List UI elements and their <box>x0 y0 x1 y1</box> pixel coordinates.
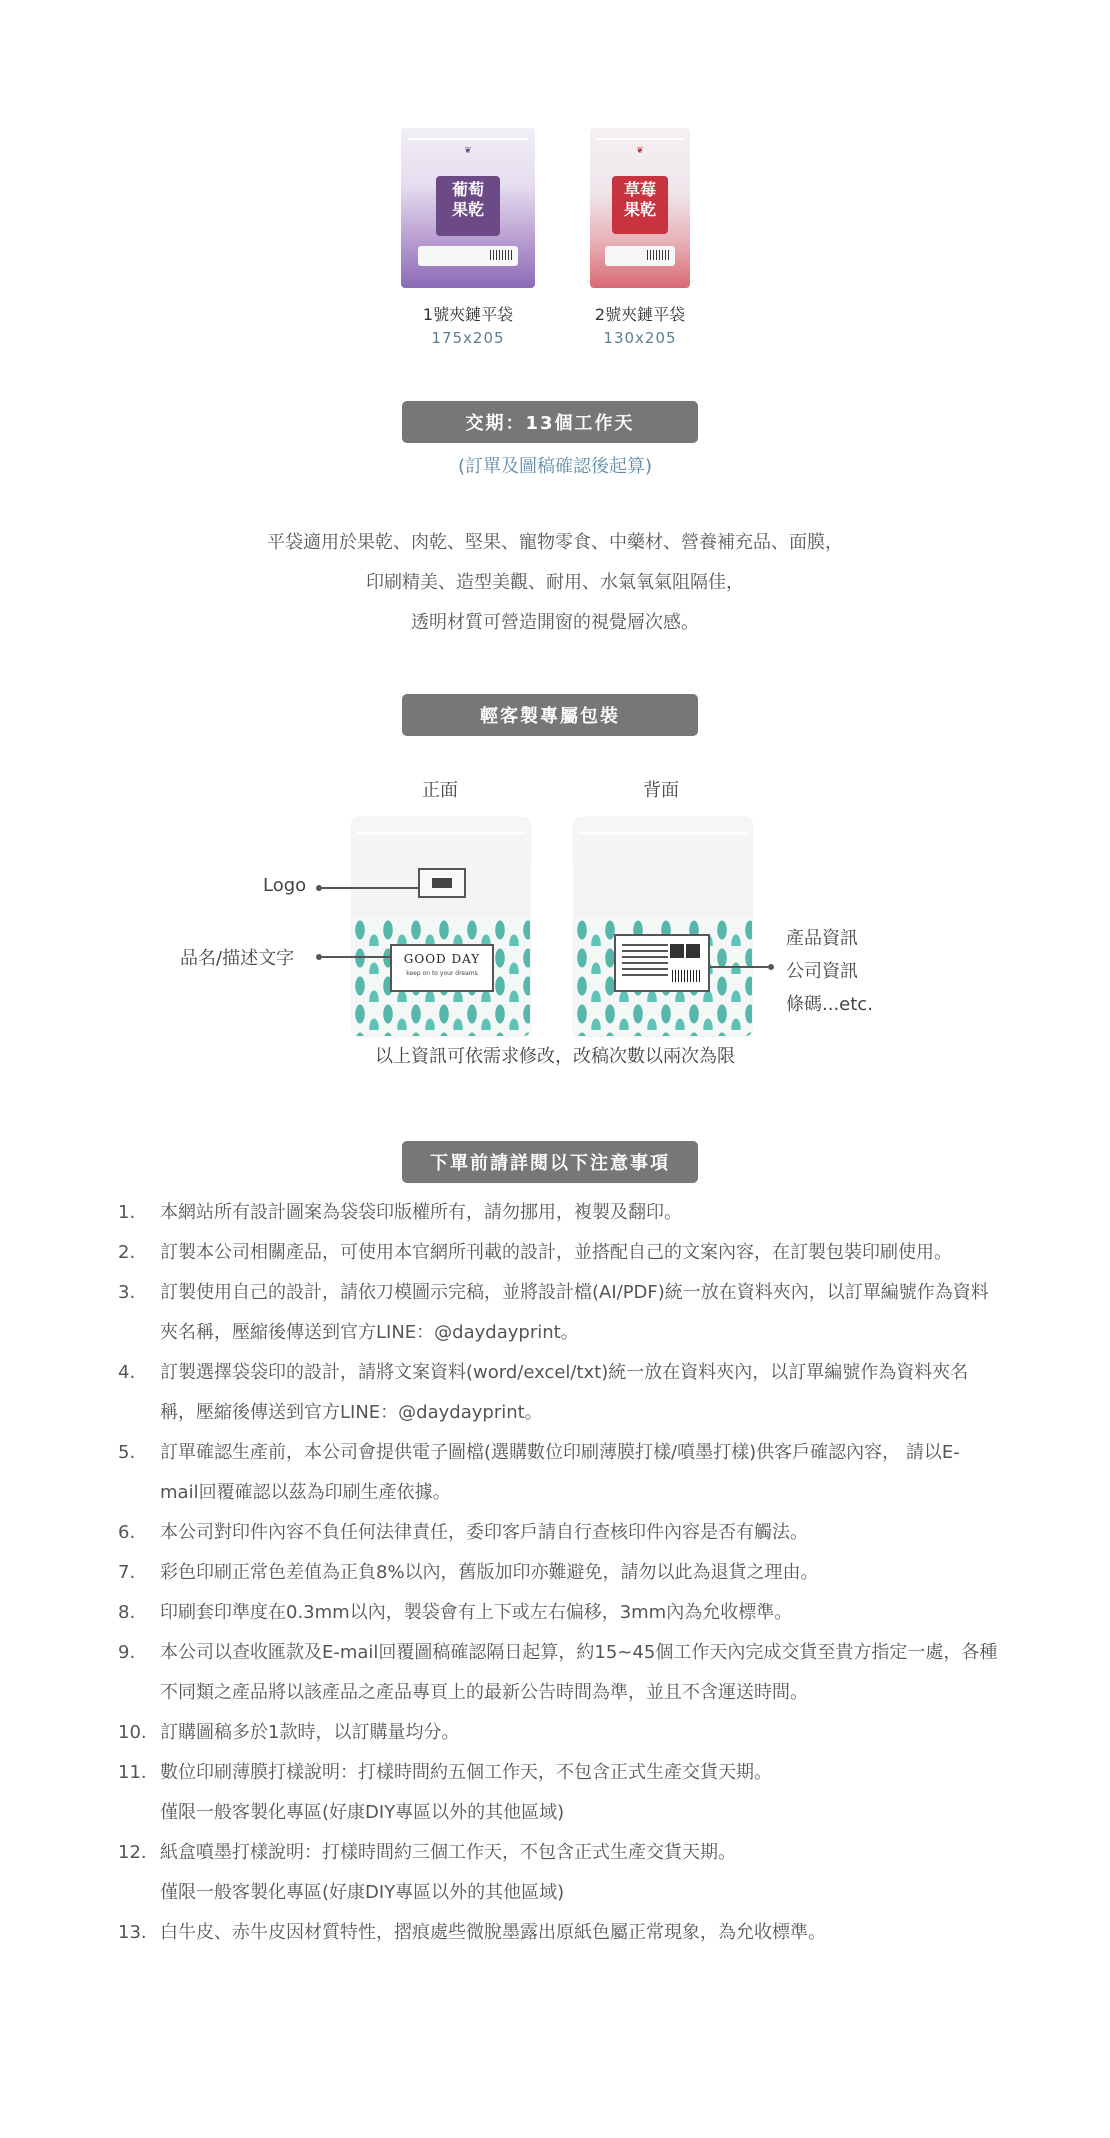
callout-name: 品名/描述文字 <box>180 948 295 969</box>
custom-title: 輕客製專屬包裝 <box>402 694 698 736</box>
bag-item-1 <box>401 128 535 347</box>
front-bag <box>352 818 530 1036</box>
notice-item: 12. 紙盒噴墨打樣說明：打樣時間約三個工作天，不包含正式生產交貨天期。 僅限一般客製化專區(好康DIY專區以外的其他區域) <box>118 1842 736 1903</box>
info-placeholder <box>614 934 710 992</box>
bag-item-2 <box>590 128 690 347</box>
qr-code-icon <box>686 944 700 958</box>
bag-size-2: 130x205 <box>603 329 677 347</box>
notice-item: 10. 訂購圖稿多於1款時，以訂購量均分。 <box>118 1722 460 1743</box>
notice-item: 8. 印刷套印準度在0.3mm以內，製袋會有上下或左右偏移，3mm內為允收標準。 <box>118 1602 793 1623</box>
back-label: 背面 <box>643 780 679 801</box>
bag-name-2: 2號夾鏈平袋 <box>594 305 686 324</box>
notice-item: 2. 訂製本公司相關產品，可使用本官網所刊載的設計，並搭配自己的文案內容，在訂製包裝印刷使用。 <box>118 1242 952 1263</box>
notice-item: 7. 彩色印刷正常色差值為正負8%以內，舊版加印亦難避免，請勿以此為退貨之理由。 <box>118 1562 819 1583</box>
bag-image-1 <box>401 128 535 288</box>
notice-item: 6. 本公司對印件內容不負任何法律責任，委印客戶請自行查核印件內容是否有觸法。 <box>118 1522 808 1543</box>
notice-item: 4. 訂製選擇袋袋印的設計，請將文案資料(word/excel/txt)統一放在資料夾內，以訂單編號作為資料夾名稱，壓縮後傳送到官方LINE：@daydayprint。 <box>118 1362 969 1423</box>
back-bag <box>574 818 752 1036</box>
notice-item: 5. 訂單確認生產前，本公司會提供電子圖檔(選購數位印刷薄膜打樣/噴墨打樣)供客戶確認內容， 請以E-mail回覆確認以茲為印刷生產依據。 <box>118 1442 960 1503</box>
notice-item: 11. 數位印刷薄膜打樣說明：打樣時間約五個工作天，不包含正式生產交貨天期。 僅限一般客製化專區(好康DIY專區以外的其他區域) <box>118 1762 772 1823</box>
bag-label-1: 葡萄 果乾 <box>436 176 500 236</box>
callout-logo: Logo <box>263 875 307 896</box>
brand-leaf-icon: ❦ <box>464 146 472 156</box>
bag-name-1: 1號夾鏈平袋 <box>422 305 514 324</box>
delivery-note: (訂單及圖稿確認後起算) <box>457 456 653 477</box>
notice-item: 9. 本公司以查收匯款及E-mail回覆圖稿確認隔日起算，約15~45個工作天內完成交貨至貴方指定一處，各種不同類之產品將以該產品之產品專頁上的最新公告時間為準，並且不含運送時間。 <box>118 1642 998 1703</box>
front-label: 正面 <box>422 780 458 801</box>
name-placeholder: GOOD DAY keep on to your dreams <box>390 944 494 992</box>
product-description: 平袋適用於果乾、肉乾、堅果、寵物零食、中藥材、營養補充品、面膜， 印刷精美、造型美觀、耐用、水氣氧氣阻隔佳， 透明材質可營造開窗的視覺層次感。 <box>267 532 843 633</box>
notice-item: 13. 白牛皮、赤牛皮因材質特性，摺痕處些微脫墨露出原紙色屬正常現象，為允收標準。 <box>118 1922 826 1943</box>
notice-item: 3. 訂製使用自己的設計，請依刀模圖示完稿，並將設計檔(AI/PDF)統一放在資料夾內，以訂單編號作為資料夾名稱，壓縮後傳送到官方LINE：@daydayprint。 <box>118 1282 989 1343</box>
callout-back: 產品資訊 公司資訊 條碼...etc. <box>786 928 873 1015</box>
bag-image-2 <box>590 128 690 288</box>
barcode-icon <box>647 250 669 260</box>
brand-leaf-icon: ❦ <box>636 146 644 156</box>
bag-label-2: 草莓 果乾 <box>612 176 668 234</box>
barcode-icon <box>490 250 512 260</box>
delivery-title: 交期：13個工作天 <box>402 401 698 443</box>
logo-placeholder <box>418 868 466 898</box>
bag-size-1: 175x205 <box>431 329 505 347</box>
notice-list <box>118 1193 998 1953</box>
notice-title: 下單前請詳閱以下注意事項 <box>402 1141 698 1183</box>
barcode-icon <box>672 970 702 982</box>
custom-note: 以上資訊可依需求修改，改稿次數以兩次為限 <box>375 1046 735 1067</box>
custom-package-diagram <box>0 770 1110 1090</box>
product-bags <box>0 128 1110 358</box>
notice-item: 1. 本網站所有設計圖案為袋袋印版權所有，請勿挪用，複製及翻印。 <box>118 1202 682 1223</box>
